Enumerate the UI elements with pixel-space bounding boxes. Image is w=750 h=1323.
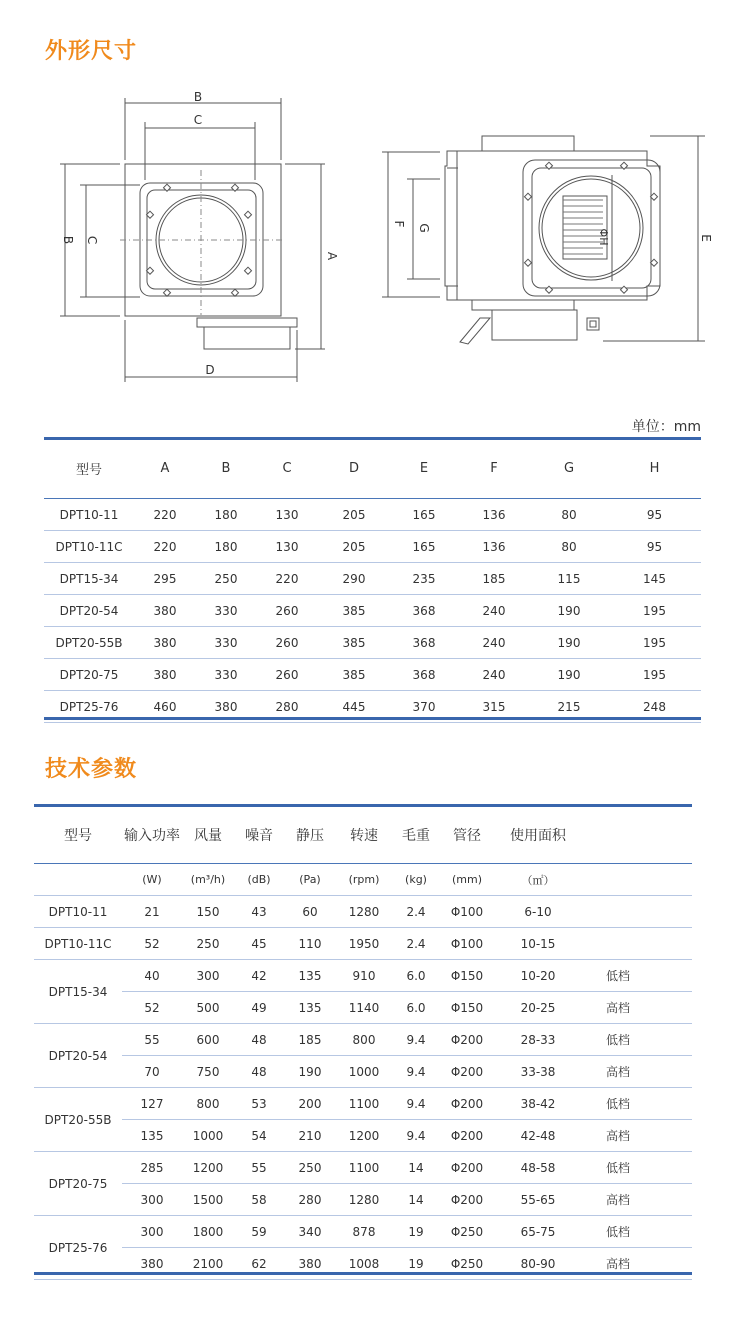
- dim-cell: 250: [196, 563, 256, 595]
- spec-cell: 380: [122, 1248, 182, 1280]
- label-C-side: C: [85, 235, 99, 245]
- spec-cell-speed: 低档: [582, 1088, 692, 1120]
- dim-cell: 165: [390, 531, 458, 563]
- spec-cell: 280: [284, 1184, 336, 1216]
- spec-cell: 48: [234, 1024, 284, 1056]
- spec-cell: 127: [122, 1088, 182, 1120]
- spec-cell: 28-33: [494, 1024, 582, 1056]
- spec-header: 毛重: [392, 806, 440, 864]
- spec-cell: 1200: [182, 1152, 234, 1184]
- spec-cell: Φ150: [440, 992, 494, 1024]
- spec-cell: 54: [234, 1120, 284, 1152]
- spec-cell: 1500: [182, 1184, 234, 1216]
- spec-header: 管径: [440, 806, 494, 864]
- spec-cell: 65-75: [494, 1216, 582, 1248]
- spec-row: [34, 1152, 692, 1184]
- spec-cell: 48: [234, 1056, 284, 1088]
- spec-cell: 43: [234, 896, 284, 928]
- dim-cell: 385: [318, 659, 390, 691]
- spec-cell: 250: [284, 1152, 336, 1184]
- dim-header-d: D: [318, 438, 390, 499]
- dim-header-c: C: [256, 438, 318, 499]
- spec-row: [34, 1216, 692, 1248]
- spec-cell: Φ200: [440, 1088, 494, 1120]
- spec-row: [34, 1184, 692, 1216]
- spec-cell-model: DPT20-75: [34, 1152, 122, 1216]
- spec-cell: 285: [122, 1152, 182, 1184]
- spec-cell: 21: [122, 896, 182, 928]
- dim-cell: 136: [458, 531, 530, 563]
- spec-unit: [34, 864, 122, 896]
- spec-unit: (kg): [392, 864, 440, 896]
- dim-cell: 240: [458, 659, 530, 691]
- dim-cell: 380: [134, 595, 196, 627]
- dim-cell: 136: [458, 499, 530, 531]
- spec-cell: 33-38: [494, 1056, 582, 1088]
- dim-cell: 95: [608, 499, 701, 531]
- spec-row: [34, 928, 692, 960]
- spec-cell-model: DPT10-11: [34, 896, 122, 928]
- dim-cell: 95: [608, 531, 701, 563]
- outline-section-title: 外形尺寸: [45, 39, 138, 64]
- dim-cell: 115: [530, 563, 608, 595]
- spec-cell: Φ150: [440, 960, 494, 992]
- dim-cell: 205: [318, 499, 390, 531]
- dim-cell: 240: [458, 595, 530, 627]
- spec-cell: 300: [122, 1216, 182, 1248]
- spec-header: 风量: [182, 806, 234, 864]
- dim-header-b: B: [196, 438, 256, 499]
- spec-cell: 1000: [336, 1056, 392, 1088]
- dim-cell: 248: [608, 691, 701, 723]
- label-B-side: B: [61, 235, 75, 245]
- dim-header-g: G: [530, 438, 608, 499]
- spec-cell-model: DPT20-55B: [34, 1088, 122, 1152]
- spec-header: 使用面积: [494, 806, 582, 864]
- spec-cell: 20-25: [494, 992, 582, 1024]
- spec-cell: 1100: [336, 1088, 392, 1120]
- spec-cell: Φ200: [440, 1056, 494, 1088]
- spec-units-row: [34, 864, 692, 896]
- spec-cell: Φ200: [440, 1120, 494, 1152]
- spec-row: [34, 1088, 692, 1120]
- dim-cell: 260: [256, 659, 318, 691]
- spec-header-blank: [582, 806, 692, 864]
- spec-cell: 80-90: [494, 1248, 582, 1280]
- dim-cell: 240: [458, 627, 530, 659]
- spec-row: [34, 960, 692, 992]
- dim-row: [44, 563, 701, 595]
- dim-cell: 385: [318, 595, 390, 627]
- spec-cell-speed: 高档: [582, 1248, 692, 1280]
- dim-cell: 368: [390, 659, 458, 691]
- spec-row: [34, 992, 692, 1024]
- dim-cell: 330: [196, 627, 256, 659]
- spec-cell-speed: 低档: [582, 1216, 692, 1248]
- spec-cell: 6.0: [392, 960, 440, 992]
- dim-header-a: A: [134, 438, 196, 499]
- spec-cell-speed: 低档: [582, 1024, 692, 1056]
- spec-cell: 59: [234, 1216, 284, 1248]
- dim-cell: 260: [256, 595, 318, 627]
- spec-row: [34, 896, 692, 928]
- spec-cell: 19: [392, 1216, 440, 1248]
- spec-cell: 250: [182, 928, 234, 960]
- spec-cell: 2100: [182, 1248, 234, 1280]
- spec-cell: 135: [122, 1120, 182, 1152]
- label-F: F: [392, 220, 406, 228]
- label-E: E: [699, 234, 713, 242]
- unit-label: 单位：mm: [631, 419, 701, 435]
- spec-cell: 1950: [336, 928, 392, 960]
- spec-cell: 1200: [336, 1120, 392, 1152]
- dim-header-e: E: [390, 438, 458, 499]
- spec-cell: 62: [234, 1248, 284, 1280]
- spec-cell: 6.0: [392, 992, 440, 1024]
- spec-cell: 42-48: [494, 1120, 582, 1152]
- label-B-top: B: [193, 90, 203, 104]
- spec-unit: (W): [122, 864, 182, 896]
- spec-cell: 42: [234, 960, 284, 992]
- spec-unit: (mm): [440, 864, 494, 896]
- dim-cell: 445: [318, 691, 390, 723]
- dim-cell: 380: [196, 691, 256, 723]
- dim-cell: 315: [458, 691, 530, 723]
- spec-cell: Φ100: [440, 928, 494, 960]
- spec-cell: 49: [234, 992, 284, 1024]
- dim-cell: 290: [318, 563, 390, 595]
- dim-cell: 215: [530, 691, 608, 723]
- spec-cell: Φ100: [440, 896, 494, 928]
- spec-cell: 340: [284, 1216, 336, 1248]
- spec-cell: 14: [392, 1184, 440, 1216]
- spec-cell-model: DPT20-54: [34, 1024, 122, 1088]
- dim-cell: 380: [134, 627, 196, 659]
- dim-cell-model: DPT20-55B: [44, 627, 134, 659]
- spec-cell: 40: [122, 960, 182, 992]
- dim-row: [44, 499, 701, 531]
- spec-cell: 1280: [336, 1184, 392, 1216]
- spec-cell: 9.4: [392, 1120, 440, 1152]
- spec-unit: （㎡）: [494, 864, 582, 896]
- spec-cell-speed: 高档: [582, 1184, 692, 1216]
- spec-cell: 55: [234, 1152, 284, 1184]
- label-C-top: C: [193, 113, 203, 127]
- spec-cell: 110: [284, 928, 336, 960]
- dim-cell-model: DPT25-76: [44, 691, 134, 723]
- spec-cell: 750: [182, 1056, 234, 1088]
- spec-unit-blank: [582, 864, 692, 896]
- spec-cell: 19: [392, 1248, 440, 1280]
- dim-cell: 80: [530, 499, 608, 531]
- dim-cell-model: DPT20-54: [44, 595, 134, 627]
- spec-cell: 48-58: [494, 1152, 582, 1184]
- dim-cell: 195: [608, 627, 701, 659]
- dim-cell: 195: [608, 595, 701, 627]
- spec-cell-model: DPT25-76: [34, 1216, 122, 1280]
- specs-section-title: 技术参数: [45, 757, 138, 782]
- spec-cell-speed: [582, 896, 692, 928]
- spec-cell: 70: [122, 1056, 182, 1088]
- dim-cell-model: DPT15-34: [44, 563, 134, 595]
- spec-cell-model: DPT15-34: [34, 960, 122, 1024]
- spec-unit: (m³/h): [182, 864, 234, 896]
- spec-cell: 600: [182, 1024, 234, 1056]
- spec-cell: 300: [122, 1184, 182, 1216]
- dim-cell: 220: [134, 531, 196, 563]
- spec-cell-model: DPT10-11C: [34, 928, 122, 960]
- dim-cell: 330: [196, 595, 256, 627]
- spec-cell: 380: [284, 1248, 336, 1280]
- dim-cell: 165: [390, 499, 458, 531]
- dim-cell: 80: [530, 531, 608, 563]
- spec-header: 输入功率: [122, 806, 182, 864]
- spec-header: 噪音: [234, 806, 284, 864]
- spec-row: [34, 1056, 692, 1088]
- dimensions-table: [44, 438, 701, 723]
- dimensions-bottom-rule: [44, 717, 701, 720]
- dim-cell-model: DPT10-11C: [44, 531, 134, 563]
- spec-cell: Φ200: [440, 1152, 494, 1184]
- spec-cell: Φ250: [440, 1216, 494, 1248]
- spec-unit: (dB): [234, 864, 284, 896]
- spec-cell: Φ200: [440, 1024, 494, 1056]
- label-G: G: [417, 223, 431, 233]
- dim-cell: 370: [390, 691, 458, 723]
- spec-cell-speed: 低档: [582, 960, 692, 992]
- spec-cell-speed: 高档: [582, 992, 692, 1024]
- spec-cell: 135: [284, 960, 336, 992]
- spec-cell: 38-42: [494, 1088, 582, 1120]
- specs-table: [34, 806, 692, 1280]
- dim-cell: 235: [390, 563, 458, 595]
- spec-cell: 2.4: [392, 928, 440, 960]
- spec-cell: 1140: [336, 992, 392, 1024]
- spec-cell: 300: [182, 960, 234, 992]
- spec-cell: 52: [122, 928, 182, 960]
- spec-cell: 60: [284, 896, 336, 928]
- spec-cell: 910: [336, 960, 392, 992]
- spec-cell: 9.4: [392, 1056, 440, 1088]
- outline-drawing: [0, 70, 750, 400]
- dim-row: [44, 595, 701, 627]
- spec-cell: 6-10: [494, 896, 582, 928]
- spec-cell: 58: [234, 1184, 284, 1216]
- spec-cell: 210: [284, 1120, 336, 1152]
- dim-cell: 330: [196, 659, 256, 691]
- dim-cell: 190: [530, 627, 608, 659]
- spec-cell: 800: [182, 1088, 234, 1120]
- label-H: ΦH: [597, 228, 610, 246]
- dim-cell: 280: [256, 691, 318, 723]
- dim-cell: 145: [608, 563, 701, 595]
- spec-cell: 2.4: [392, 896, 440, 928]
- dim-cell: 385: [318, 627, 390, 659]
- dim-cell-model: DPT20-75: [44, 659, 134, 691]
- spec-cell-speed: [582, 928, 692, 960]
- dim-cell: 185: [458, 563, 530, 595]
- dim-cell: 368: [390, 627, 458, 659]
- spec-header: 静压: [284, 806, 336, 864]
- dim-row: [44, 531, 701, 563]
- dim-cell: 260: [256, 627, 318, 659]
- dim-cell: 368: [390, 595, 458, 627]
- spec-header: 型号: [34, 806, 122, 864]
- dim-cell-model: DPT10-11: [44, 499, 134, 531]
- spec-cell: Φ250: [440, 1248, 494, 1280]
- spec-cell: 878: [336, 1216, 392, 1248]
- dim-cell: 220: [134, 499, 196, 531]
- spec-cell: 1100: [336, 1152, 392, 1184]
- spec-cell: 14: [392, 1152, 440, 1184]
- dim-cell: 130: [256, 531, 318, 563]
- spec-cell-speed: 高档: [582, 1120, 692, 1152]
- spec-cell: 55: [122, 1024, 182, 1056]
- spec-cell: 1800: [182, 1216, 234, 1248]
- dim-cell: 220: [256, 563, 318, 595]
- dim-cell: 195: [608, 659, 701, 691]
- spec-row: [34, 1024, 692, 1056]
- spec-cell: 800: [336, 1024, 392, 1056]
- dim-row: [44, 627, 701, 659]
- dim-cell: 380: [134, 659, 196, 691]
- spec-cell-speed: 高档: [582, 1056, 692, 1088]
- dim-row: [44, 659, 701, 691]
- spec-cell: 52: [122, 992, 182, 1024]
- dim-cell: 295: [134, 563, 196, 595]
- dim-cell: 460: [134, 691, 196, 723]
- spec-cell: 190: [284, 1056, 336, 1088]
- dim-cell: 130: [256, 499, 318, 531]
- spec-cell-speed: 低档: [582, 1152, 692, 1184]
- spec-cell: 10-20: [494, 960, 582, 992]
- specs-bottom-rule: [34, 1272, 692, 1275]
- spec-cell: 185: [284, 1024, 336, 1056]
- dim-header-model: 型号: [44, 438, 134, 499]
- dim-cell: 190: [530, 595, 608, 627]
- spec-cell: 9.4: [392, 1024, 440, 1056]
- spec-cell: 1000: [182, 1120, 234, 1152]
- spec-cell: 1280: [336, 896, 392, 928]
- spec-cell: 9.4: [392, 1088, 440, 1120]
- dim-cell: 190: [530, 659, 608, 691]
- label-A: A: [325, 251, 339, 261]
- spec-cell: 53: [234, 1088, 284, 1120]
- spec-row: [34, 1120, 692, 1152]
- spec-cell: 45: [234, 928, 284, 960]
- label-D: D: [205, 363, 215, 377]
- spec-cell: 135: [284, 992, 336, 1024]
- dim-header-h: H: [608, 438, 701, 499]
- spec-cell: 150: [182, 896, 234, 928]
- spec-cell: 55-65: [494, 1184, 582, 1216]
- spec-header: 转速: [336, 806, 392, 864]
- spec-unit: (rpm): [336, 864, 392, 896]
- dim-cell: 180: [196, 531, 256, 563]
- spec-cell: 1008: [336, 1248, 392, 1280]
- spec-cell: Φ200: [440, 1184, 494, 1216]
- spec-cell: 10-15: [494, 928, 582, 960]
- spec-cell: 200: [284, 1088, 336, 1120]
- dim-cell: 205: [318, 531, 390, 563]
- dim-header-f: F: [458, 438, 530, 499]
- spec-unit: (Pa): [284, 864, 336, 896]
- spec-cell: 500: [182, 992, 234, 1024]
- dim-cell: 180: [196, 499, 256, 531]
